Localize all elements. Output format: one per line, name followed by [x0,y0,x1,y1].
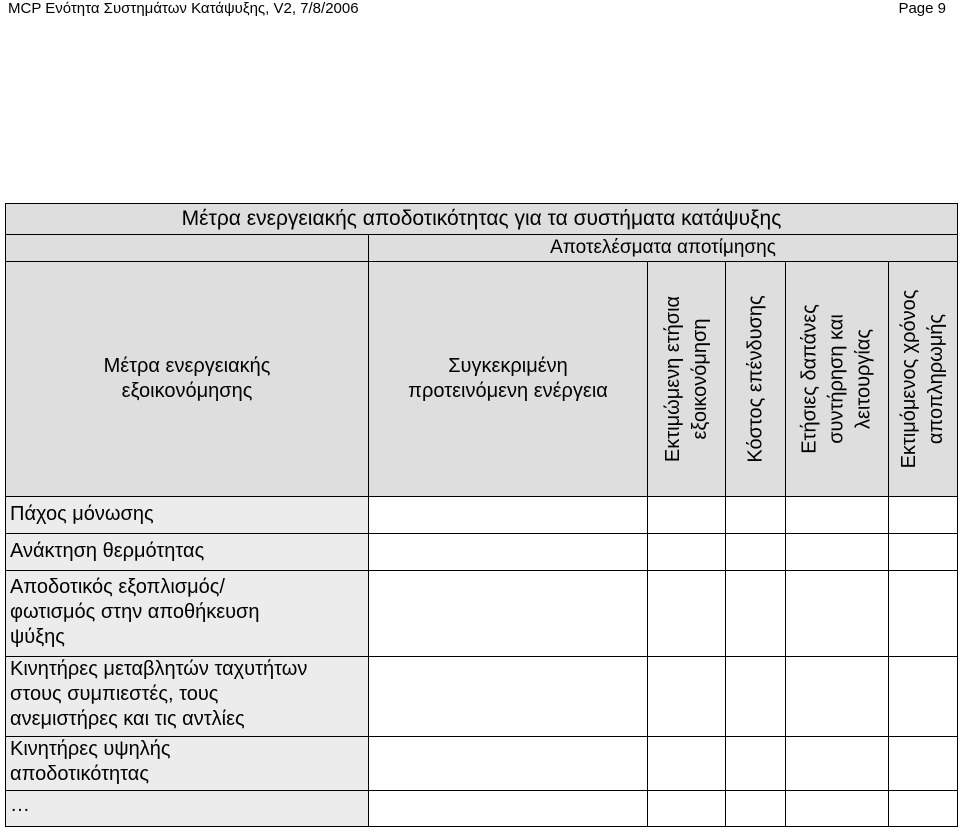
table-cell [726,571,786,657]
table-cell [889,534,958,571]
table-cell [369,497,648,534]
column-header-annual-line: Ετήσιες δαπάνες [798,304,821,454]
measures-table [5,203,958,827]
column-header-annual-line: λειτουργίας [852,328,875,430]
row-label-line: Αποδοτικός εξοπλισμός/ [10,576,225,598]
row-label [6,571,369,657]
row-label-line: Πάχος μόνωσης [10,503,154,525]
table-cell [889,497,958,534]
row-label-line: φωτισμός στην αποθήκευση [10,601,260,623]
table-cell [369,571,648,657]
table-cell [786,737,889,791]
table-cell [889,657,958,737]
row-label [6,737,369,791]
table-cell [726,497,786,534]
table-cell [726,737,786,791]
table-cell [726,657,786,737]
table-row [6,571,958,657]
table-title: Μέτρα ενεργειακής αποδοτικότητας για τα συστήματα κατάψυξης [6,204,958,235]
table-cell [369,791,648,827]
row-label-line: ανεμιστήρες και τις αντλίες [10,708,245,730]
table-subtitle: Αποτελέσματα αποτίμησης [369,235,958,262]
column-header-measure-line: Μέτρα ενεργειακής [103,355,271,377]
table-cell [889,571,958,657]
column-header-cost-line: Κόστος επένδυσης [744,295,766,463]
row-label-line: Ανάκτηση θερμότητας [10,540,205,562]
column-header-action-line: Συγκεκριμένη [448,355,568,377]
table-row [6,534,958,571]
table-cell [648,737,726,791]
column-header-payback-line: αποπληρωμής [925,313,947,445]
table-cell [369,737,648,791]
table-cell [648,791,726,827]
table-cell [369,534,648,571]
table-cell [786,534,889,571]
table-row [6,497,958,534]
column-header-measure [6,262,369,497]
table-cell [786,791,889,827]
column-header-payback-line: Εκτιμόμενος χρόνος [898,289,920,469]
table-cell [648,657,726,737]
table-row [6,791,958,827]
table-cell [786,497,889,534]
table-cell [726,791,786,827]
row-label [6,534,369,571]
table-cell [648,534,726,571]
column-header-savings [648,262,726,497]
subtitle-spacer [6,235,369,262]
table-cell [726,534,786,571]
row-label-line: Κινητήρες υψηλής [10,738,171,760]
column-header-measure-line: εξοικονόμησης [121,380,253,402]
row-label-line: ψύξης [10,626,65,648]
row-label-line: αποδοτικότητας [10,763,149,785]
column-header-action [369,262,648,497]
row-label [6,791,369,827]
table-cell [648,571,726,657]
column-header-cost [726,262,786,497]
header-page-number: Page 9 [898,0,946,17]
row-label-line: στους συμπιεστές, τους [10,683,219,705]
column-header-annual-line: συντήρηση και [825,314,848,444]
column-header-savings-line: Εκτιμώμενη ετήσια [661,295,684,463]
table-row [6,657,958,737]
header-document-title: MCP Ενότητα Συστημάτων Κατάψυξης, V2, 7/8/2006 [8,0,359,17]
table-cell [889,791,958,827]
table-cell [648,497,726,534]
table-cell [786,571,889,657]
table-cell [889,737,958,791]
column-header-annual [786,262,889,497]
table-cell [786,657,889,737]
column-header-action-line: προτεινόμενη ενέργεια [408,380,608,402]
table-row [6,737,958,791]
row-label-line: … [10,794,30,816]
row-label-line: Κινητήρες μεταβλητών ταχυτήτων [10,658,308,680]
row-label [6,497,369,534]
column-header-payback [889,262,958,497]
column-header-savings-line: εξοικονόμηση [688,318,711,440]
table-cell [369,657,648,737]
row-label [6,657,369,737]
